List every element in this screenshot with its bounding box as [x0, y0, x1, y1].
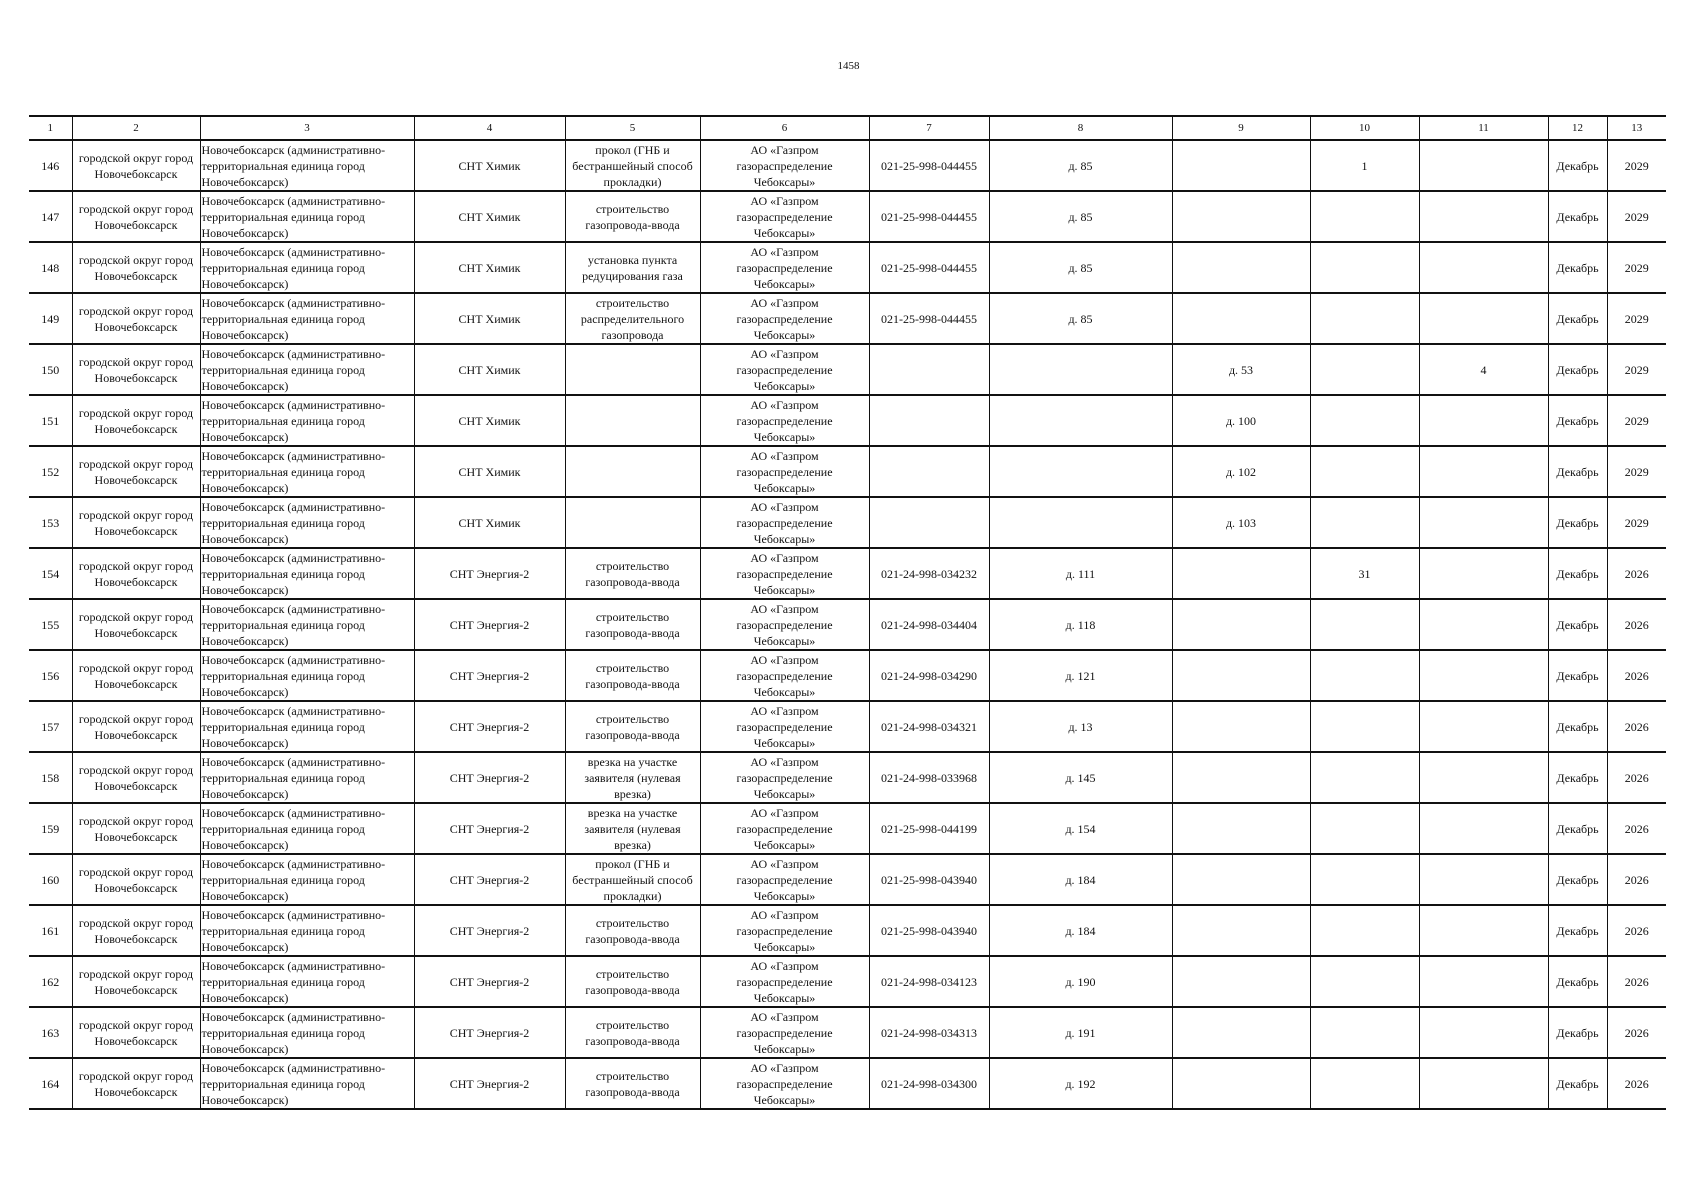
column-8-cell: д. 85	[989, 191, 1172, 242]
column-11-cell	[1419, 956, 1548, 1007]
column-10-cell	[1310, 497, 1419, 548]
settlement-cell: Новочебоксарск (административно- территориальная единица город Новочебоксарск)	[200, 191, 414, 242]
district-cell: городской округ город Новочебоксарск	[72, 803, 200, 854]
column-9-cell	[1172, 191, 1310, 242]
column-11-cell	[1419, 1058, 1548, 1109]
row-number: 146	[29, 140, 72, 191]
column-11-cell	[1419, 650, 1548, 701]
district-cell: городской округ город Новочебоксарск	[72, 395, 200, 446]
row-number: 156	[29, 650, 72, 701]
object-cell: СНТ Энергия-2	[414, 803, 565, 854]
settlement-cell: Новочебоксарск (административно- территориальная единица город Новочебоксарск)	[200, 446, 414, 497]
column-10-cell	[1310, 701, 1419, 752]
column-8-cell: д. 191	[989, 1007, 1172, 1058]
district-cell: городской округ город Новочебоксарск	[72, 701, 200, 752]
object-cell: СНТ Энергия-2	[414, 905, 565, 956]
row-number: 157	[29, 701, 72, 752]
column-9-cell	[1172, 956, 1310, 1007]
column-9-cell	[1172, 140, 1310, 191]
column-8-cell	[989, 344, 1172, 395]
column-10-cell	[1310, 599, 1419, 650]
year-cell: 2026	[1607, 752, 1666, 803]
organization-cell: АО «Газпром газораспределение Чебоксары»	[700, 191, 869, 242]
column-8-cell: д. 85	[989, 293, 1172, 344]
table-row	[29, 650, 1666, 701]
column-11-cell	[1419, 905, 1548, 956]
settlement-cell: Новочебоксарск (административно- территориальная единица город Новочебоксарск)	[200, 701, 414, 752]
year-cell: 2029	[1607, 293, 1666, 344]
page-number: 1458	[837, 60, 860, 72]
district-cell: городской округ город Новочебоксарск	[72, 752, 200, 803]
column-8-cell: д. 111	[989, 548, 1172, 599]
year-cell: 2026	[1607, 956, 1666, 1007]
district-cell: городской округ город Новочебоксарск	[72, 905, 200, 956]
month-cell: Декабрь	[1548, 140, 1607, 191]
column-9-cell: д. 102	[1172, 446, 1310, 497]
row-number: 153	[29, 497, 72, 548]
column-8-cell: д. 154	[989, 803, 1172, 854]
row-number: 149	[29, 293, 72, 344]
table-row	[29, 548, 1666, 599]
object-cell: СНТ Энергия-2	[414, 956, 565, 1007]
year-cell: 2029	[1607, 446, 1666, 497]
settlement-cell: Новочебоксарск (административно- территориальная единица город Новочебоксарск)	[200, 854, 414, 905]
column-11-cell	[1419, 701, 1548, 752]
table-row	[29, 854, 1666, 905]
settlement-cell: Новочебоксарск (административно- территориальная единица город Новочебоксарск)	[200, 497, 414, 548]
column-9-cell: д. 53	[1172, 344, 1310, 395]
column-9-cell	[1172, 752, 1310, 803]
column-9-cell	[1172, 803, 1310, 854]
organization-cell: АО «Газпром газораспределение Чебоксары»	[700, 650, 869, 701]
month-cell: Декабрь	[1548, 395, 1607, 446]
month-cell: Декабрь	[1548, 803, 1607, 854]
settlement-cell: Новочебоксарск (административно- территориальная единица город Новочебоксарск)	[200, 1058, 414, 1109]
work-type-cell: строительство газопровода-ввода	[565, 191, 700, 242]
contract-number-cell: 021-25-998-044199	[869, 803, 989, 854]
year-cell: 2026	[1607, 650, 1666, 701]
settlement-cell: Новочебоксарск (административно- территориальная единица город Новочебоксарск)	[200, 242, 414, 293]
district-cell: городской округ город Новочебоксарск	[72, 1007, 200, 1058]
column-9-cell	[1172, 854, 1310, 905]
settlement-cell: Новочебоксарск (административно- территориальная единица город Новочебоксарск)	[200, 650, 414, 701]
table-row	[29, 497, 1666, 548]
year-cell: 2026	[1607, 1058, 1666, 1109]
column-header-6: 6	[700, 116, 869, 140]
column-8-cell: д. 85	[989, 140, 1172, 191]
column-10-cell	[1310, 446, 1419, 497]
column-header-1: 1	[29, 116, 72, 140]
column-8-cell	[989, 395, 1172, 446]
contract-number-cell: 021-25-998-043940	[869, 905, 989, 956]
contract-number-cell	[869, 395, 989, 446]
column-8-cell: д. 145	[989, 752, 1172, 803]
table-body	[29, 140, 1666, 1109]
row-number: 163	[29, 1007, 72, 1058]
settlement-cell: Новочебоксарск (административно- территориальная единица город Новочебоксарск)	[200, 752, 414, 803]
work-type-cell: строительство газопровода-ввода	[565, 599, 700, 650]
settlement-cell: Новочебоксарск (административно- территориальная единица город Новочебоксарск)	[200, 803, 414, 854]
contract-number-cell	[869, 344, 989, 395]
settlement-cell: Новочебоксарск (административно- территориальная единица город Новочебоксарск)	[200, 548, 414, 599]
column-10-cell: 1	[1310, 140, 1419, 191]
organization-cell: АО «Газпром газораспределение Чебоксары»	[700, 446, 869, 497]
row-number: 164	[29, 1058, 72, 1109]
object-cell: СНТ Энергия-2	[414, 701, 565, 752]
column-9-cell	[1172, 1007, 1310, 1058]
object-cell: СНТ Энергия-2	[414, 1007, 565, 1058]
month-cell: Декабрь	[1548, 752, 1607, 803]
column-10-cell	[1310, 752, 1419, 803]
column-11-cell	[1419, 854, 1548, 905]
month-cell: Декабрь	[1548, 905, 1607, 956]
column-10-cell	[1310, 1058, 1419, 1109]
contract-number-cell: 021-24-998-034123	[869, 956, 989, 1007]
settlement-cell: Новочебоксарск (административно- территориальная единица город Новочебоксарск)	[200, 1007, 414, 1058]
year-cell: 2026	[1607, 701, 1666, 752]
column-header-13: 13	[1607, 116, 1666, 140]
column-8-cell	[989, 446, 1172, 497]
column-8-cell: д. 184	[989, 905, 1172, 956]
district-cell: городской округ город Новочебоксарск	[72, 242, 200, 293]
year-cell: 2029	[1607, 242, 1666, 293]
month-cell: Декабрь	[1548, 854, 1607, 905]
column-9-cell	[1172, 293, 1310, 344]
header-row	[29, 116, 1666, 140]
column-11-cell	[1419, 1007, 1548, 1058]
column-8-cell: д. 85	[989, 242, 1172, 293]
column-11-cell	[1419, 599, 1548, 650]
organization-cell: АО «Газпром газораспределение Чебоксары»	[700, 701, 869, 752]
column-9-cell	[1172, 599, 1310, 650]
district-cell: городской округ город Новочебоксарск	[72, 293, 200, 344]
column-11-cell	[1419, 395, 1548, 446]
column-11-cell	[1419, 548, 1548, 599]
table-row	[29, 140, 1666, 191]
organization-cell: АО «Газпром газораспределение Чебоксары»	[700, 956, 869, 1007]
column-9-cell	[1172, 701, 1310, 752]
contract-number-cell: 021-25-998-043940	[869, 854, 989, 905]
year-cell: 2029	[1607, 497, 1666, 548]
column-10-cell	[1310, 395, 1419, 446]
column-10-cell	[1310, 854, 1419, 905]
year-cell: 2026	[1607, 803, 1666, 854]
district-cell: городской округ город Новочебоксарск	[72, 956, 200, 1007]
column-10-cell	[1310, 803, 1419, 854]
column-8-cell: д. 190	[989, 956, 1172, 1007]
district-cell: городской округ город Новочебоксарск	[72, 446, 200, 497]
row-number: 152	[29, 446, 72, 497]
organization-cell: АО «Газпром газораспределение Чебоксары»	[700, 599, 869, 650]
contract-number-cell: 021-25-998-044455	[869, 140, 989, 191]
contract-number-cell: 021-24-998-034404	[869, 599, 989, 650]
column-9-cell	[1172, 548, 1310, 599]
work-type-cell	[565, 344, 700, 395]
column-11-cell	[1419, 140, 1548, 191]
organization-cell: АО «Газпром газораспределение Чебоксары»	[700, 905, 869, 956]
contract-number-cell: 021-24-998-033968	[869, 752, 989, 803]
table-row	[29, 752, 1666, 803]
table-row	[29, 344, 1666, 395]
table-header	[29, 116, 1666, 140]
contract-number-cell: 021-25-998-044455	[869, 293, 989, 344]
column-header-3: 3	[200, 116, 414, 140]
column-8-cell: д. 118	[989, 599, 1172, 650]
column-10-cell: 31	[1310, 548, 1419, 599]
contract-number-cell	[869, 497, 989, 548]
district-cell: городской округ город Новочебоксарск	[72, 599, 200, 650]
column-11-cell	[1419, 446, 1548, 497]
work-type-cell: установка пункта редуцирования газа	[565, 242, 700, 293]
organization-cell: АО «Газпром газораспределение Чебоксары»	[700, 497, 869, 548]
object-cell: СНТ Энергия-2	[414, 650, 565, 701]
district-cell: городской округ город Новочебоксарск	[72, 1058, 200, 1109]
column-8-cell: д. 192	[989, 1058, 1172, 1109]
work-type-cell	[565, 446, 700, 497]
contract-number-cell: 021-24-998-034232	[869, 548, 989, 599]
column-9-cell	[1172, 1058, 1310, 1109]
row-number: 148	[29, 242, 72, 293]
organization-cell: АО «Газпром газораспределение Чебоксары»	[700, 1058, 869, 1109]
district-cell: городской округ город Новочебоксарск	[72, 191, 200, 242]
column-9-cell	[1172, 242, 1310, 293]
table-row	[29, 803, 1666, 854]
table-row	[29, 905, 1666, 956]
work-type-cell: строительство газопровода-ввода	[565, 650, 700, 701]
column-9-cell: д. 103	[1172, 497, 1310, 548]
month-cell: Декабрь	[1548, 242, 1607, 293]
object-cell: СНТ Химик	[414, 140, 565, 191]
row-number: 151	[29, 395, 72, 446]
work-type-cell: прокол (ГНБ и бестраншейный способ прокладки)	[565, 140, 700, 191]
column-10-cell	[1310, 293, 1419, 344]
table-row	[29, 599, 1666, 650]
month-cell: Декабрь	[1548, 548, 1607, 599]
organization-cell: АО «Газпром газораспределение Чебоксары»	[700, 548, 869, 599]
column-11-cell	[1419, 293, 1548, 344]
column-11-cell	[1419, 752, 1548, 803]
settlement-cell: Новочебоксарск (административно- территориальная единица город Новочебоксарск)	[200, 344, 414, 395]
row-number: 147	[29, 191, 72, 242]
district-cell: городской округ город Новочебоксарск	[72, 140, 200, 191]
table-row	[29, 293, 1666, 344]
settlement-cell: Новочебоксарск (административно- территориальная единица город Новочебоксарск)	[200, 395, 414, 446]
year-cell: 2029	[1607, 140, 1666, 191]
work-type-cell: строительство газопровода-ввода	[565, 956, 700, 1007]
organization-cell: АО «Газпром газораспределение Чебоксары»	[700, 803, 869, 854]
year-cell: 2026	[1607, 1007, 1666, 1058]
organization-cell: АО «Газпром газораспределение Чебоксары»	[700, 1007, 869, 1058]
year-cell: 2026	[1607, 854, 1666, 905]
table-row	[29, 1058, 1666, 1109]
settlement-cell: Новочебоксарск (административно- территориальная единица город Новочебоксарск)	[200, 905, 414, 956]
year-cell: 2026	[1607, 599, 1666, 650]
settlement-cell: Новочебоксарск (административно- территориальная единица город Новочебоксарск)	[200, 140, 414, 191]
column-8-cell	[989, 497, 1172, 548]
month-cell: Декабрь	[1548, 956, 1607, 1007]
object-cell: СНТ Энергия-2	[414, 1058, 565, 1109]
table-row	[29, 701, 1666, 752]
month-cell: Декабрь	[1548, 650, 1607, 701]
work-type-cell: строительство газопровода-ввода	[565, 1058, 700, 1109]
column-10-cell	[1310, 650, 1419, 701]
work-type-cell: врезка на участке заявителя (нулевая врезка)	[565, 803, 700, 854]
month-cell: Декабрь	[1548, 599, 1607, 650]
object-cell: СНТ Энергия-2	[414, 752, 565, 803]
month-cell: Декабрь	[1548, 446, 1607, 497]
row-number: 155	[29, 599, 72, 650]
district-cell: городской округ город Новочебоксарск	[72, 497, 200, 548]
column-header-12: 12	[1548, 116, 1607, 140]
column-8-cell: д. 184	[989, 854, 1172, 905]
object-cell: СНТ Энергия-2	[414, 854, 565, 905]
organization-cell: АО «Газпром газораспределение Чебоксары»	[700, 854, 869, 905]
object-cell: СНТ Химик	[414, 242, 565, 293]
row-number: 159	[29, 803, 72, 854]
contract-number-cell: 021-24-998-034313	[869, 1007, 989, 1058]
contract-number-cell: 021-25-998-044455	[869, 191, 989, 242]
work-type-cell: строительство газопровода-ввода	[565, 548, 700, 599]
table-row	[29, 1007, 1666, 1058]
column-10-cell	[1310, 905, 1419, 956]
column-9-cell: д. 100	[1172, 395, 1310, 446]
work-type-cell: строительство газопровода-ввода	[565, 701, 700, 752]
contract-number-cell: 021-25-998-044455	[869, 242, 989, 293]
organization-cell: АО «Газпром газораспределение Чебоксары»	[700, 242, 869, 293]
contract-number-cell: 021-24-998-034300	[869, 1058, 989, 1109]
column-10-cell	[1310, 1007, 1419, 1058]
month-cell: Декабрь	[1548, 1007, 1607, 1058]
district-cell: городской округ город Новочебоксарск	[72, 854, 200, 905]
object-cell: СНТ Химик	[414, 344, 565, 395]
month-cell: Декабрь	[1548, 497, 1607, 548]
year-cell: 2029	[1607, 395, 1666, 446]
month-cell: Декабрь	[1548, 701, 1607, 752]
column-header-4: 4	[414, 116, 565, 140]
row-number: 158	[29, 752, 72, 803]
row-number: 160	[29, 854, 72, 905]
object-cell: СНТ Химик	[414, 395, 565, 446]
column-header-2: 2	[72, 116, 200, 140]
column-9-cell	[1172, 650, 1310, 701]
column-11-cell	[1419, 191, 1548, 242]
work-type-cell	[565, 395, 700, 446]
district-cell: городской округ город Новочебоксарск	[72, 650, 200, 701]
settlement-cell: Новочебоксарск (административно- территориальная единица город Новочебоксарск)	[200, 293, 414, 344]
organization-cell: АО «Газпром газораспределение Чебоксары»	[700, 395, 869, 446]
object-cell: СНТ Химик	[414, 497, 565, 548]
column-11-cell: 4	[1419, 344, 1548, 395]
contract-number-cell: 021-24-998-034321	[869, 701, 989, 752]
table-row	[29, 956, 1666, 1007]
column-11-cell	[1419, 242, 1548, 293]
work-type-cell	[565, 497, 700, 548]
column-header-9: 9	[1172, 116, 1310, 140]
year-cell: 2029	[1607, 344, 1666, 395]
work-type-cell: строительство газопровода-ввода	[565, 905, 700, 956]
organization-cell: АО «Газпром газораспределение Чебоксары»	[700, 140, 869, 191]
month-cell: Декабрь	[1548, 344, 1607, 395]
column-10-cell	[1310, 344, 1419, 395]
column-10-cell	[1310, 191, 1419, 242]
column-11-cell	[1419, 497, 1548, 548]
district-cell: городской округ город Новочебоксарск	[72, 344, 200, 395]
column-10-cell	[1310, 242, 1419, 293]
work-type-cell: прокол (ГНБ и бестраншейный способ прокладки)	[565, 854, 700, 905]
table-row	[29, 191, 1666, 242]
contract-number-cell	[869, 446, 989, 497]
year-cell: 2026	[1607, 548, 1666, 599]
table-row	[29, 242, 1666, 293]
year-cell: 2026	[1607, 905, 1666, 956]
object-cell: СНТ Химик	[414, 446, 565, 497]
column-header-8: 8	[989, 116, 1172, 140]
column-9-cell	[1172, 905, 1310, 956]
column-8-cell: д. 13	[989, 701, 1172, 752]
settlement-cell: Новочебоксарск (административно- территориальная единица город Новочебоксарск)	[200, 956, 414, 1007]
row-number: 154	[29, 548, 72, 599]
settlement-cell: Новочебоксарск (административно- территориальная единица город Новочебоксарск)	[200, 599, 414, 650]
object-cell: СНТ Химик	[414, 191, 565, 242]
month-cell: Декабрь	[1548, 293, 1607, 344]
work-type-cell: строительство газопровода-ввода	[565, 1007, 700, 1058]
column-8-cell: д. 121	[989, 650, 1172, 701]
row-number: 161	[29, 905, 72, 956]
work-type-cell: врезка на участке заявителя (нулевая врезка)	[565, 752, 700, 803]
object-cell: СНТ Химик	[414, 293, 565, 344]
column-header-10: 10	[1310, 116, 1419, 140]
table-row	[29, 446, 1666, 497]
district-cell: городской округ город Новочебоксарск	[72, 548, 200, 599]
month-cell: Декабрь	[1548, 1058, 1607, 1109]
row-number: 150	[29, 344, 72, 395]
month-cell: Декабрь	[1548, 191, 1607, 242]
organization-cell: АО «Газпром газораспределение Чебоксары»	[700, 752, 869, 803]
object-cell: СНТ Энергия-2	[414, 548, 565, 599]
column-10-cell	[1310, 956, 1419, 1007]
table-row	[29, 395, 1666, 446]
column-header-5: 5	[565, 116, 700, 140]
organization-cell: АО «Газпром газораспределение Чебоксары»	[700, 344, 869, 395]
object-cell: СНТ Энергия-2	[414, 599, 565, 650]
data-table	[29, 115, 1666, 1110]
work-type-cell: строительство распределительного газопровода	[565, 293, 700, 344]
column-header-7: 7	[869, 116, 989, 140]
column-11-cell	[1419, 803, 1548, 854]
row-number: 162	[29, 956, 72, 1007]
organization-cell: АО «Газпром газораспределение Чебоксары»	[700, 293, 869, 344]
column-header-11: 11	[1419, 116, 1548, 140]
contract-number-cell: 021-24-998-034290	[869, 650, 989, 701]
year-cell: 2029	[1607, 191, 1666, 242]
